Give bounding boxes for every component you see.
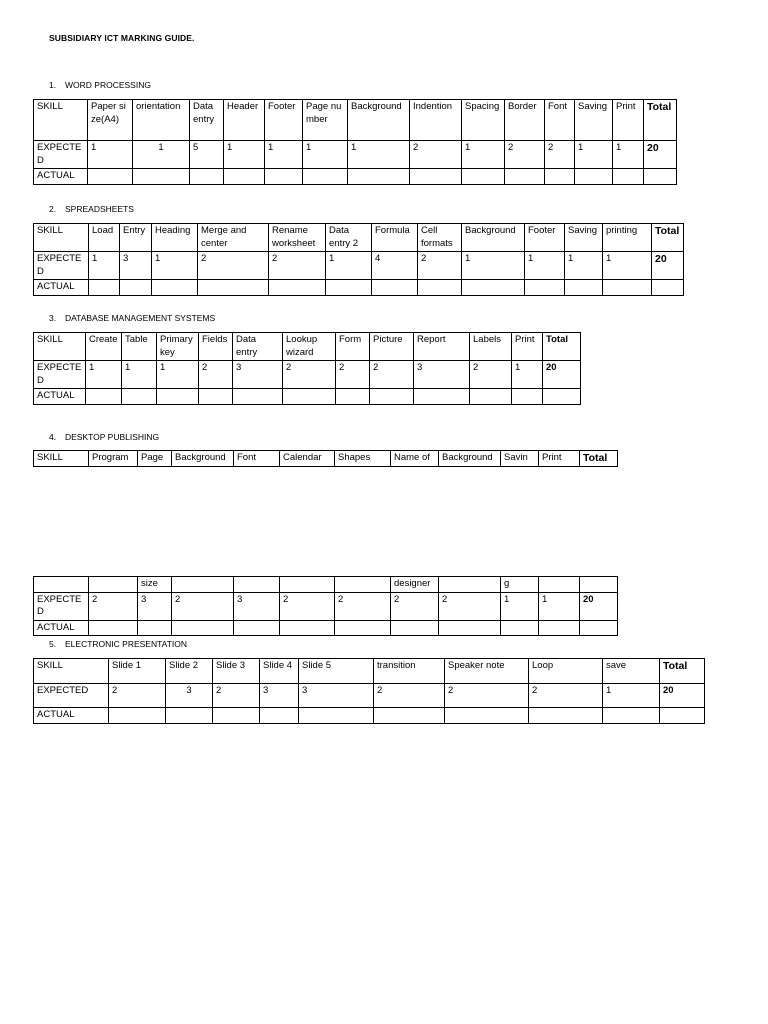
header-cell: SKILL xyxy=(34,451,89,467)
header-cell: save xyxy=(603,659,660,684)
value-cell xyxy=(529,708,603,724)
value-cell: 1 xyxy=(224,141,265,169)
header-cell xyxy=(234,577,280,593)
header-cell xyxy=(580,577,618,593)
header-cell: Background xyxy=(439,451,501,467)
header-cell: designer xyxy=(391,577,439,593)
header-cell: Font xyxy=(545,100,575,141)
table-row xyxy=(34,577,618,593)
value-cell: 5 xyxy=(190,141,224,169)
total-cell: 20 xyxy=(644,141,677,169)
table-row-expected xyxy=(34,684,705,708)
header-cell: Program xyxy=(89,451,138,467)
value-cell xyxy=(138,620,172,636)
header-cell: Picture xyxy=(370,333,414,361)
value-cell xyxy=(501,620,539,636)
row-label: ACTUAL xyxy=(34,620,89,636)
value-cell: 2 xyxy=(198,252,269,280)
value-cell xyxy=(545,169,575,185)
value-cell xyxy=(88,169,133,185)
value-cell: 3 xyxy=(138,592,172,620)
value-cell xyxy=(224,169,265,185)
value-cell xyxy=(525,280,565,296)
header-cell: g xyxy=(501,577,539,593)
header-cell: Lookup wizard xyxy=(283,333,336,361)
header-cell: Slide 4 xyxy=(260,659,299,684)
header-cell: Merge and center xyxy=(198,224,269,252)
table-row-expected xyxy=(34,141,677,169)
header-cell: Border xyxy=(505,100,545,141)
header-cell-total: Total xyxy=(652,224,684,252)
header-cell: Labels xyxy=(470,333,512,361)
header-cell: Saving xyxy=(565,224,603,252)
header-cell: Speaker note xyxy=(445,659,529,684)
value-cell xyxy=(303,169,348,185)
value-cell: 1 xyxy=(525,252,565,280)
value-cell: 2 xyxy=(374,684,445,708)
value-cell: 1 xyxy=(88,141,133,169)
value-cell xyxy=(122,389,157,405)
header-cell xyxy=(34,577,89,593)
value-cell: 3 xyxy=(166,684,213,708)
value-cell xyxy=(370,389,414,405)
total-cell: 20 xyxy=(543,361,581,389)
header-cell: Savin xyxy=(501,451,539,467)
header-cell: Shapes xyxy=(335,451,391,467)
header-cell: Saving xyxy=(575,100,613,141)
header-cell xyxy=(280,577,335,593)
header-cell: Table xyxy=(122,333,157,361)
value-cell: 2 xyxy=(410,141,462,169)
value-cell: 1 xyxy=(603,684,660,708)
table-row xyxy=(34,451,618,467)
header-cell: Indention xyxy=(410,100,462,141)
header-cell: SKILL xyxy=(34,333,86,361)
value-cell xyxy=(335,620,391,636)
value-cell: 1 xyxy=(89,252,120,280)
value-cell xyxy=(418,280,462,296)
value-cell: 1 xyxy=(303,141,348,169)
value-cell xyxy=(580,620,618,636)
value-cell xyxy=(374,708,445,724)
row-label: EXPECTED xyxy=(34,684,109,708)
value-cell: 1 xyxy=(326,252,372,280)
value-cell xyxy=(391,620,439,636)
header-cell: Print xyxy=(539,451,580,467)
header-cell: printing xyxy=(603,224,652,252)
value-cell xyxy=(86,389,122,405)
table-row xyxy=(34,333,581,361)
value-cell xyxy=(280,620,335,636)
value-cell: 1 xyxy=(462,141,505,169)
header-cell: Calendar xyxy=(280,451,335,467)
value-cell: 3 xyxy=(120,252,152,280)
table-row-actual xyxy=(34,280,684,296)
header-cell: Page number xyxy=(303,100,348,141)
desktop-publishing-header-table xyxy=(33,450,618,467)
value-cell: 2 xyxy=(109,684,166,708)
value-cell xyxy=(120,280,152,296)
header-cell: Print xyxy=(613,100,644,141)
value-cell: 2 xyxy=(418,252,462,280)
value-cell xyxy=(299,708,374,724)
value-cell: 3 xyxy=(233,361,283,389)
spreadsheets-table xyxy=(33,223,684,296)
table-row-expected xyxy=(34,592,618,620)
value-cell: 1 xyxy=(348,141,410,169)
value-cell: 2 xyxy=(213,684,260,708)
value-cell xyxy=(462,280,525,296)
table-row xyxy=(34,100,677,141)
header-cell-total: Total xyxy=(660,659,705,684)
header-cell: orientation xyxy=(133,100,190,141)
value-cell: 2 xyxy=(172,592,234,620)
value-cell: 2 xyxy=(269,252,326,280)
value-cell xyxy=(543,389,581,405)
header-cell: Footer xyxy=(265,100,303,141)
value-cell: 1 xyxy=(86,361,122,389)
value-cell xyxy=(283,389,336,405)
header-cell: Data entry xyxy=(233,333,283,361)
header-cell-total: Total xyxy=(644,100,677,141)
value-cell xyxy=(414,389,470,405)
value-cell: 2 xyxy=(439,592,501,620)
header-cell: Header xyxy=(224,100,265,141)
header-cell: Background xyxy=(462,224,525,252)
value-cell xyxy=(462,169,505,185)
row-label: ACTUAL xyxy=(34,169,88,185)
value-cell xyxy=(445,708,529,724)
word-processing-table xyxy=(33,99,677,185)
table-row-actual xyxy=(34,169,677,185)
value-cell xyxy=(234,620,280,636)
value-cell xyxy=(372,280,418,296)
header-cell: Page xyxy=(138,451,172,467)
header-cell xyxy=(539,577,580,593)
header-cell: Background xyxy=(172,451,234,467)
document-title: SUBSIDIARY ICT MARKING GUIDE. xyxy=(49,33,195,43)
table-row-actual xyxy=(34,708,705,724)
value-cell: 1 xyxy=(613,141,644,169)
value-cell: 2 xyxy=(505,141,545,169)
table-row-actual xyxy=(34,389,581,405)
value-cell xyxy=(233,389,283,405)
header-cell: Load xyxy=(89,224,120,252)
desktop-publishing-table-continued xyxy=(33,576,618,636)
table-row-expected xyxy=(34,252,684,280)
value-cell: 4 xyxy=(372,252,418,280)
value-cell: 2 xyxy=(336,361,370,389)
value-cell: 1 xyxy=(122,361,157,389)
value-cell xyxy=(652,280,684,296)
header-cell: Rename worksheet xyxy=(269,224,326,252)
header-cell-total: Total xyxy=(580,451,618,467)
header-cell: Name of xyxy=(391,451,439,467)
value-cell xyxy=(172,620,234,636)
section-heading-database: 3. DATABASE MANAGEMENT SYSTEMS xyxy=(49,313,216,323)
header-cell xyxy=(89,577,138,593)
header-cell: Slide 1 xyxy=(109,659,166,684)
value-cell xyxy=(539,620,580,636)
value-cell xyxy=(410,169,462,185)
value-cell xyxy=(166,708,213,724)
value-cell: 2 xyxy=(445,684,529,708)
value-cell xyxy=(260,708,299,724)
value-cell: 2 xyxy=(283,361,336,389)
header-cell: Entry xyxy=(120,224,152,252)
value-cell xyxy=(326,280,372,296)
value-cell xyxy=(644,169,677,185)
header-cell: Form xyxy=(336,333,370,361)
value-cell: 1 xyxy=(157,361,199,389)
value-cell xyxy=(613,169,644,185)
value-cell xyxy=(575,169,613,185)
value-cell xyxy=(190,169,224,185)
table-row xyxy=(34,659,705,684)
header-cell: Data entry xyxy=(190,100,224,141)
value-cell: 2 xyxy=(391,592,439,620)
row-label: EXPECTED xyxy=(34,252,89,280)
value-cell: 1 xyxy=(512,361,543,389)
database-table xyxy=(33,332,581,405)
value-cell xyxy=(199,389,233,405)
section-heading-spreadsheets: 2. SPREADSHEETS xyxy=(49,204,134,214)
value-cell: 3 xyxy=(234,592,280,620)
header-cell: SKILL xyxy=(34,100,88,141)
value-cell xyxy=(89,620,138,636)
value-cell: 2 xyxy=(545,141,575,169)
header-cell: Footer xyxy=(525,224,565,252)
header-cell: Create xyxy=(86,333,122,361)
value-cell: 1 xyxy=(603,252,652,280)
total-cell: 20 xyxy=(660,684,705,708)
value-cell: 1 xyxy=(133,141,190,169)
value-cell xyxy=(213,708,260,724)
value-cell: 1 xyxy=(152,252,198,280)
header-cell xyxy=(172,577,234,593)
row-label: EXPECTED xyxy=(34,361,86,389)
value-cell: 3 xyxy=(414,361,470,389)
value-cell xyxy=(198,280,269,296)
header-cell: Primary key xyxy=(157,333,199,361)
value-cell: 2 xyxy=(280,592,335,620)
value-cell xyxy=(565,280,603,296)
header-cell: Fields xyxy=(199,333,233,361)
total-cell: 20 xyxy=(580,592,618,620)
value-cell xyxy=(439,620,501,636)
table-row xyxy=(34,224,684,252)
header-cell: Loop xyxy=(529,659,603,684)
header-cell: transition xyxy=(374,659,445,684)
value-cell: 2 xyxy=(470,361,512,389)
value-cell: 2 xyxy=(199,361,233,389)
row-label: EXPECTED xyxy=(34,141,88,169)
value-cell: 1 xyxy=(565,252,603,280)
total-cell: 20 xyxy=(652,252,684,280)
header-cell: Background xyxy=(348,100,410,141)
value-cell xyxy=(348,169,410,185)
value-cell xyxy=(512,389,543,405)
value-cell xyxy=(603,280,652,296)
header-cell: Spacing xyxy=(462,100,505,141)
header-cell: Slide 5 xyxy=(299,659,374,684)
value-cell: 2 xyxy=(89,592,138,620)
table-row-actual xyxy=(34,620,618,636)
value-cell xyxy=(269,280,326,296)
header-cell-total: Total xyxy=(543,333,581,361)
row-label: ACTUAL xyxy=(34,280,89,296)
section-heading-electronic-presentation: 5. ELECTRONIC PRESENTATION xyxy=(49,639,188,649)
value-cell: 2 xyxy=(529,684,603,708)
header-cell: SKILL xyxy=(34,224,89,252)
value-cell xyxy=(470,389,512,405)
row-label: EXPECTED xyxy=(34,592,89,620)
header-cell: Cell formats xyxy=(418,224,462,252)
value-cell: 1 xyxy=(265,141,303,169)
value-cell xyxy=(109,708,166,724)
row-label: ACTUAL xyxy=(34,708,109,724)
value-cell: 3 xyxy=(260,684,299,708)
header-cell: Slide 3 xyxy=(213,659,260,684)
section-heading-desktop-publishing: 4. DESKTOP PUBLISHING xyxy=(49,432,160,442)
value-cell: 1 xyxy=(462,252,525,280)
value-cell: 3 xyxy=(299,684,374,708)
value-cell xyxy=(89,280,120,296)
value-cell xyxy=(505,169,545,185)
header-cell: Slide 2 xyxy=(166,659,213,684)
value-cell xyxy=(152,280,198,296)
value-cell xyxy=(265,169,303,185)
header-cell: Data entry 2 xyxy=(326,224,372,252)
header-cell: Paper size(A4) xyxy=(88,100,133,141)
value-cell xyxy=(157,389,199,405)
value-cell: 2 xyxy=(335,592,391,620)
value-cell xyxy=(660,708,705,724)
header-cell: Print xyxy=(512,333,543,361)
header-cell: Font xyxy=(234,451,280,467)
value-cell xyxy=(336,389,370,405)
header-cell: SKILL xyxy=(34,659,109,684)
value-cell xyxy=(603,708,660,724)
header-cell: Report xyxy=(414,333,470,361)
value-cell: 1 xyxy=(539,592,580,620)
value-cell: 2 xyxy=(370,361,414,389)
value-cell: 1 xyxy=(501,592,539,620)
header-cell xyxy=(439,577,501,593)
row-label: ACTUAL xyxy=(34,389,86,405)
section-heading-word-processing: 1. WORD PROCESSING xyxy=(49,80,151,90)
header-cell: size xyxy=(138,577,172,593)
header-cell: Formula xyxy=(372,224,418,252)
value-cell: 1 xyxy=(575,141,613,169)
table-row-expected xyxy=(34,361,581,389)
value-cell xyxy=(133,169,190,185)
presentation-table xyxy=(33,658,705,724)
header-cell xyxy=(335,577,391,593)
header-cell: Heading xyxy=(152,224,198,252)
